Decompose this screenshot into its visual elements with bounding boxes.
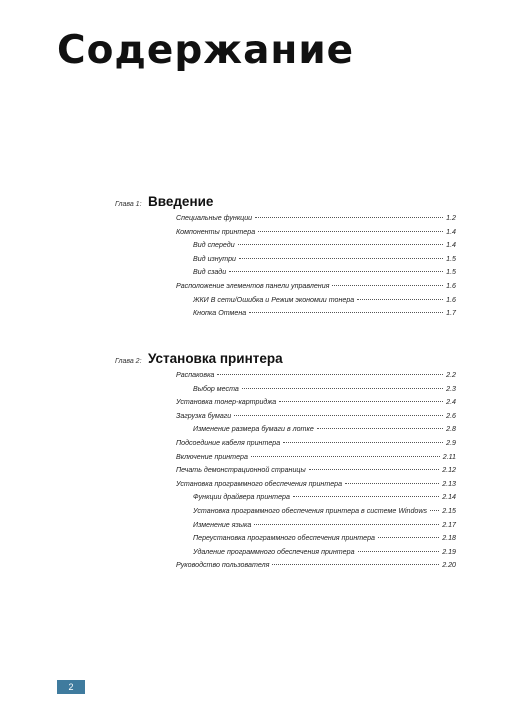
dot-leader [234,415,443,416]
toc-entry-page: 2.4 [446,398,456,407]
toc-entry-page: 2.17 [442,520,456,529]
toc-entry[interactable] [176,478,456,490]
toc-entry-page: 2.12 [442,466,456,475]
dot-leader [239,258,443,259]
toc-entry-page: 2.3 [446,384,456,393]
dot-leader [332,285,443,286]
toc-entry-page: 2.8 [446,425,456,434]
toc-entry-label: Изменение размера бумаги в лотке [193,425,314,434]
dot-leader [293,496,439,497]
page-number: 2 [57,680,85,694]
toc-entry[interactable] [193,491,456,503]
toc-entry[interactable] [193,546,456,558]
toc-entry-label: Удаление программного обеспечения принтера [193,547,355,556]
toc-entry-page: 2.13 [442,479,456,488]
dot-leader [238,244,443,245]
toc-entry-label: Включение принтера [176,452,248,461]
toc-entry-page: 1.6 [446,282,456,290]
toc-entry-page: 1.4 [446,241,456,250]
toc-entry-label: Кнопка Отмена [193,309,247,318]
dot-leader [345,483,439,484]
toc-entry-page: 2.18 [442,534,456,543]
dot-leader [378,537,439,538]
toc-entry-label: Распаковка [176,371,215,379]
toc-entry-label: ЖКИ В сети/Ошибка и Режим экономии тонера [193,295,355,304]
dot-leader [358,551,440,552]
dot-leader [279,401,443,402]
chapter-title: Введение [147,194,214,209]
toc-entry[interactable] [193,532,456,544]
toc-entry-page: 2.20 [442,561,456,570]
toc-entry[interactable] [193,266,456,278]
toc-entry[interactable] [176,280,456,292]
toc-entry-page: 1.4 [446,227,456,236]
toc-entry-label: Специальные функции [176,214,253,222]
chapter-prefix: Глава 1: [115,201,142,208]
toc-entry-page: 1.5 [446,254,456,263]
toc-entry-page: 2.11 [442,452,456,461]
toc-entry[interactable] [176,410,456,422]
toc-entry-page: 2.15 [442,507,456,515]
chapter-title: Установка принтера [147,351,283,366]
dot-leader [242,388,443,389]
dot-leader [229,271,443,272]
toc-entry-label: Изменение языка [193,520,252,529]
toc-entry-label: Вид изнутри [193,254,236,263]
chapter-prefix: Глава 2: [115,358,142,365]
toc-entry[interactable] [193,307,456,319]
toc-entry[interactable] [176,226,456,238]
toc-entry[interactable] [176,451,456,463]
toc-entry[interactable] [193,423,456,435]
toc-entry-label: Установка тонер-картриджа [176,398,277,407]
toc-entry-page: 2.2 [446,371,456,379]
toc-entry-page: 1.2 [446,214,456,222]
toc-entry[interactable] [193,253,456,265]
toc-entry-label: Установка программного обеспечения принтера [176,479,343,488]
toc-entry-label: Руководство пользователя [176,561,270,570]
dot-leader [254,524,439,525]
toc-entry-label: Загрузка бумаги [176,411,232,420]
toc-entry[interactable] [193,383,456,395]
toc-entry-page: 1.6 [446,295,456,304]
toc-entry-page: 2.19 [442,547,456,556]
toc-entry-label: Подсоединие кабеля принтера [176,439,281,447]
dot-leader [317,428,443,429]
dot-leader [217,374,443,375]
chapter-heading [115,193,213,211]
toc-entry[interactable] [193,519,456,531]
toc-entry-page: 2.9 [446,439,456,447]
dot-leader [249,312,443,313]
toc-entry[interactable] [176,464,456,476]
dot-leader [283,442,443,443]
chapter-heading [115,350,283,368]
toc-entry[interactable] [176,559,456,571]
dot-leader [309,469,440,470]
toc-entry[interactable] [176,212,456,224]
toc-entry-label: Функции драйвера принтера [193,493,290,502]
dot-leader [251,456,440,457]
dot-leader [258,231,443,232]
toc-entry-label: Вид сзади [193,268,227,277]
toc-entry[interactable] [193,505,456,517]
toc-entry-page: 2.6 [446,411,456,420]
toc-entry-label: Выбор места [193,384,239,393]
page-title: Содержание [57,28,355,73]
toc-entry[interactable] [176,396,456,408]
toc-entry-label: Установка программного обеспечения принтера в системе Windows [193,507,428,515]
dot-leader [272,564,439,565]
toc-entry-page: 1.5 [446,268,456,277]
dot-leader [430,510,439,511]
toc-entry-page: 1.7 [446,309,456,318]
toc-entry[interactable] [193,239,456,251]
toc-entry-label: Компоненты принтера [176,227,256,236]
toc-entry-label: Печать демонстрационной страницы [176,466,306,475]
dot-leader [255,217,443,218]
toc-entry-label: Вид спереди [193,241,235,250]
toc-entry-page: 2.14 [442,493,456,502]
toc-entry[interactable] [193,294,456,306]
toc-entry-label: Переустановка программного обеспечения принтера [193,534,375,543]
toc-entry[interactable] [176,369,456,381]
dot-leader [357,299,443,300]
toc-entry[interactable] [176,437,456,449]
toc-entry-label: Расположение элементов панели управления [176,282,330,290]
